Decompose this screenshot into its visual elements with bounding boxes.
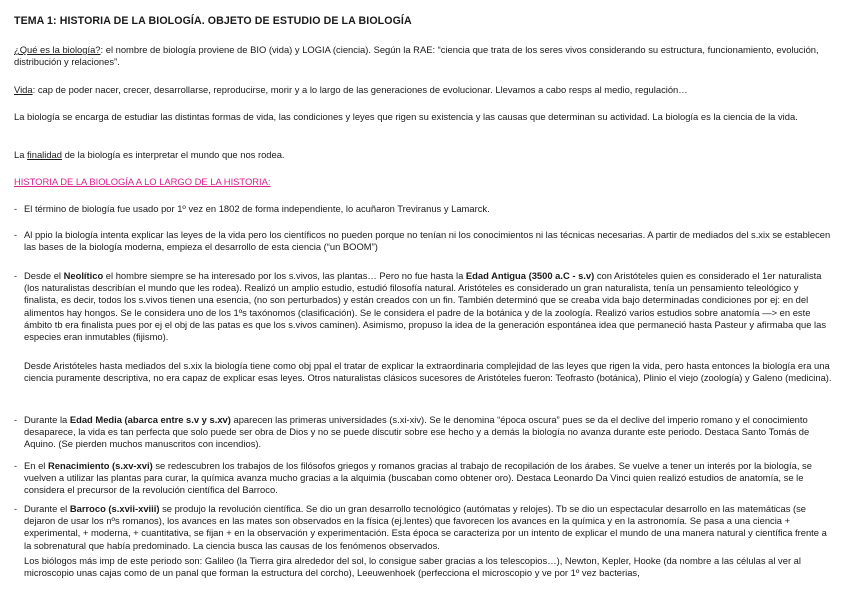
bullet-renacimiento <box>24 460 832 497</box>
text-finalidad-post: de la biología es interpretar el mundo que nos rodea. <box>61 149 285 160</box>
paragraph-biologos-barroco: Los biólogos más imp de este periodo son: Galileo (la Tierra gira alrededor del sol, lo consigue saber gracias a los telescopios…), Newton, Kepler, Hooke (da nombre a las células al ver al microscopio unas cajas como de un panal que forman la estructura del corcho), Leeuwenhoek (perfecciona el microscopio y ve por 1º vez bacterias, <box>24 555 801 579</box>
bullet-edad-media <box>24 414 832 451</box>
bullet-marker: - <box>14 415 17 425</box>
term-edad-antigua: Edad Antigua (3500 a.C - s.v) <box>465 270 595 281</box>
bullet-marker: - <box>14 461 17 471</box>
text-b3-1: Desde el <box>24 270 64 281</box>
text-b6-1: Durante el <box>24 503 70 514</box>
text-b4-2: aparecen las primeras universidades (s.xi-xiv). Se le denomina “época oscura” pues se da el declive del imperio romano y el conocimiento desaparece, la vida es tan perfecta que solo puede ser obra de Dios y no se puede discutir sobre ese hecho y a demás la biología no avanza durante este periodo. Destaca Santo Tomás de Aquino. (Se pierden muchos manuscritos con incendios). <box>24 414 810 450</box>
text-finalidad-pre: La <box>14 149 28 160</box>
paragraph-vida <box>14 84 832 96</box>
text-b4-1: Durante la <box>24 414 70 425</box>
text-b3-3: con Aristóteles quien es considerado el 1er naturalista (los naturalistas describían el mundo que les rodea). Realizó un amplio estudio, estudió filosofía natural. Aristóteles es considerado un gran naturalista, tenía un pensamiento teleológico y finalista, es decir, todos los s.vivos tienen una esencia, (no son perturbados) y están creados con un fin. También determinó que se creaba vida bajo determinadas condiciones por ej: en del alimentos hay hongos. Se le considera uno de los 1ºs taxónomos (clasificación). Se le considera el padre de la botánica y de la zoología. Realizó varios estudios sobre anatomía —> en este ámbito tb era finalista pues por ej el obj de las patas es que los s.vivos caminen). Asimismo, propuso la idea de la generación espontánea idea que permaneció hasta Pasteur y afirmaba que las especies eran inmutables (fijismo). <box>24 270 827 343</box>
text-b5-2: se redescubren los trabajos de los filósofos griegos y romanos gracias al trabajo de recopilación de los árabes. Se vuelve a tener un interés por la biología, se vuelven a utilizar las plantas para curar, la química avanza mucho gracias a la alquimia (buscaban como obtener oro). Destaca Leonardo Da Vinci quien realizó estudios de anatomía, se le considera el precursor de la revolución científica del Barroco. <box>24 460 812 496</box>
bullet-marker: - <box>14 504 17 514</box>
bullet-neolitico-edad-antigua <box>24 270 832 343</box>
term-finalidad: finalidad <box>27 149 62 160</box>
term-barroco: Barroco (s.xvii-xviii) <box>69 503 160 514</box>
term-neolitico: Neolítico <box>63 270 104 281</box>
term-vida: Vida <box>14 84 33 95</box>
paragraph-finalidad <box>14 149 832 161</box>
bullet-termino-biologia: El término de biología fue usado por 1º vez en 1802 de forma independiente, lo acuñaron Treviranus y Lamarck. <box>24 203 490 214</box>
document-title: TEMA 1: HISTORIA DE LA BIOLOGÍA. OBJETO DE ESTUDIO DE LA BIOLOGÍA <box>14 15 412 27</box>
text-que-es-biologia: : el nombre de biología proviene de BIO (vida) y LOGIA (ciencia). Según la RAE: “ciencia que trata de los seres vivos considerando su estructura, funcionamiento, evolución, distribución y relaciones”. <box>14 44 819 68</box>
bullet-marker: - <box>14 271 17 281</box>
term-que-es-biologia: ¿Qué es la biología? <box>14 44 101 55</box>
section-heading-historia: HISTORIA DE LA BIOLOGÍA A LO LARGO DE LA HISTORIA: <box>14 176 271 187</box>
text-b6-2: se produjo la revolución científica. Se dio un gran desarrollo tecnológico (autómatas y relojes). Tb se dio un espectacular desarrollo en las matemáticas (se dejaron de usar los nºs romanos), los avances en las mates son observados en la física (ej.lentes) que favorecen los avances en la química y en la astronomía. Se pasa a una ciencia + experimental, + moderna, + cuantitativa, se fijan + en la observación y experimentación. Esta época se caracteriza por un intento de explicar el mundo de una manera natural y científica frente a la sobrenatural que había predominado. La ciencia busca las causas de los fenómenos observados. <box>24 503 827 551</box>
text-b3-2: el hombre siempre se ha interesado por los s.vivos, las plantas… Pero no fue hasta la <box>103 270 466 281</box>
bullet-barroco <box>24 503 832 552</box>
paragraph-desde-aristoteles: Desde Aristóteles hasta mediados del s.xix la biología tiene como obj ppal el tratar de explicar la extraordinaria complejidad de las leyes que rigen la vida, pero hasta entonces la biología era una ciencia puramente descriptiva, no era capaz de explicar esas leyes. Otros naturalistas clásicos sucesores de Aristóteles fueron: Teofrasto (botánica), Plinio el viejo (zoología) y Galeno (medicina). <box>24 360 832 384</box>
text-vida: : cap de poder nacer, crecer, desarrollarse, reproducirse, morir y a lo largo de las generaciones de evolucionar. Llevamos a cabo resps al medio, regulación… <box>32 84 688 95</box>
bullet-marker: - <box>14 204 17 214</box>
paragraph-que-es-biologia <box>14 44 832 68</box>
term-edad-media: Edad Media (abarca entre s.v y s.xv) <box>69 414 231 425</box>
text-b5-1: En el <box>24 460 48 471</box>
bullet-ppio-biologia: Al ppio la biología intenta explicar las leyes de la vida pero los científicos no pueden porque no tenían ni los conocimientos ni las técnicas necesarias. A partir de mediados del s.xix se establecen las bases de la biología moderna, empieza el desarrollo de esta ciencia (“un BOOM”) <box>24 229 831 253</box>
paragraph-encarga: La biología se encarga de estudiar las distintas formas de vida, las condiciones y leyes que rigen su existencia y las causas que determinan su actividad. La biología es la ciencia de la vida. <box>14 111 798 122</box>
term-renacimiento: Renacimiento (s.xv-xvi) <box>47 460 153 471</box>
bullet-marker: - <box>14 230 17 240</box>
